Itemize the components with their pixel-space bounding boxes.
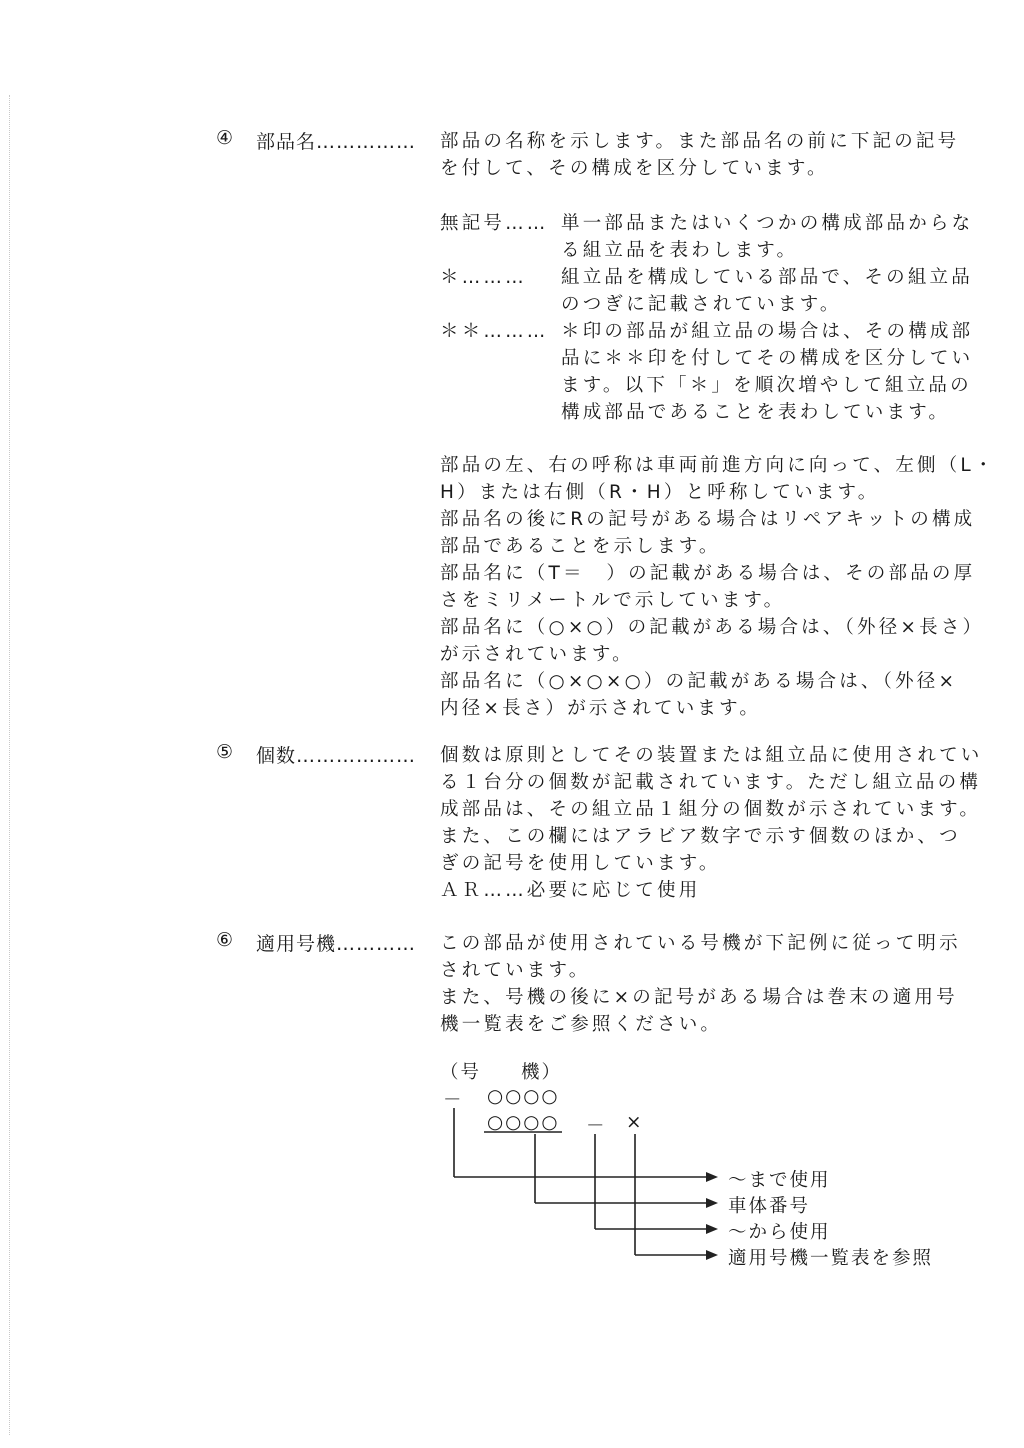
diagram-cross-mark: × <box>626 1112 644 1133</box>
paragraph-line: 個数は原則としてその装置または組立品に使用されてい <box>440 745 983 766</box>
note-line: 部品名に（○×○）の記載がある場合は、（外径×長さ） <box>440 617 985 638</box>
symbol-desc-line: 構成部品であることを表わしています。 <box>561 402 951 423</box>
paragraph-line: また、号機の後に×の記号がある場合は巻末の適用号 <box>440 987 958 1008</box>
symbol-desc-line: 組立品を構成している部品で、その組立品 <box>561 267 973 288</box>
paragraph-line: ぎの記号を使用しています。 <box>440 853 721 874</box>
diagram-label-see-table: 適用号機一覧表を参照 <box>728 1248 934 1269</box>
diagram-label-chassis-number: 車体番号 <box>728 1196 811 1217</box>
note-line: 部品名に（T＝ ）の記載がある場合は、その部品の厚 <box>440 563 976 584</box>
paragraph-line: 部品の名称を示します。また部品名の前に下記の記号 <box>440 131 960 152</box>
paragraph-line: 機一覧表をご参照ください。 <box>440 1014 723 1035</box>
diagram-title-left: （号 <box>440 1062 482 1083</box>
paragraph-line: る１台分の個数が記載されています。ただし組立品の構 <box>440 772 982 793</box>
section-number: ④ <box>216 127 234 149</box>
diagram-row-1: ○○○○ <box>487 1086 560 1107</box>
note-line: が示されています。 <box>440 644 634 665</box>
diagram-label-from: ～から使用 <box>728 1222 831 1243</box>
note-line: H）または右側（R・H）と呼称しています。 <box>440 482 880 503</box>
paragraph-line: また、この欄にはアラビア数字で示す個数のほか、つ <box>440 826 961 847</box>
section-heading-part-name: 部品名…………… <box>256 131 417 153</box>
note-line: 部品名の後にRの記号がある場合はリペアキットの構成 <box>440 509 976 530</box>
symbol-desc-line: る組立品を表わします。 <box>561 240 799 261</box>
paragraph-line: ＡＲ……必要に応じて使用 <box>440 880 701 901</box>
symbol-desc-line: 品に＊＊印を付してその構成を区分してい <box>561 348 974 369</box>
diagram-title-right: 機） <box>521 1062 563 1083</box>
paragraph-line: 成部品は、その組立品１組分の個数が示されています。 <box>440 799 982 820</box>
section-number: ⑤ <box>216 741 234 763</box>
note-line: 内径×長さ）が示されています。 <box>440 698 762 719</box>
symbol-term: 無記号…… <box>440 213 549 234</box>
note-line: 部品名に（○×○×○）の記載がある場合は、（外径× <box>440 671 958 692</box>
symbol-term: ＊＊……… <box>440 321 549 342</box>
paragraph-line: されています。 <box>440 960 591 981</box>
paragraph-line: を付して、その構成を区分しています。 <box>440 158 829 179</box>
note-line: 部品の左、右の呼称は車両前進方向に向って、左側（L・ <box>440 455 996 476</box>
symbol-term: ＊……… <box>440 267 527 288</box>
diagram-dash-suffix: － <box>586 1116 607 1137</box>
diagram-label-until: ～まで使用 <box>728 1170 831 1191</box>
symbol-desc-line: 単一部品またはいくつかの構成部品からな <box>561 213 974 234</box>
section-heading-quantity: 個数……………… <box>256 745 417 767</box>
diagram-row-2: ○○○○ <box>487 1112 560 1133</box>
note-line: 部品であることを示します。 <box>440 536 721 557</box>
symbol-desc-line: ます。以下「＊」を順次増やして組立品の <box>561 375 972 396</box>
diagram-dash-prefix: － <box>443 1090 464 1111</box>
section-number: ⑥ <box>216 929 234 951</box>
note-line: さをミリメートルで示しています。 <box>440 590 786 611</box>
section-heading-applicable-model: 適用号機………… <box>256 933 417 955</box>
symbol-desc-line: ＊印の部品が組立品の場合は、その構成部 <box>561 321 974 342</box>
paragraph-line: この部品が使用されている号機が下記例に従って明示 <box>440 933 961 954</box>
symbol-desc-line: のつぎに記載されています。 <box>561 294 842 315</box>
